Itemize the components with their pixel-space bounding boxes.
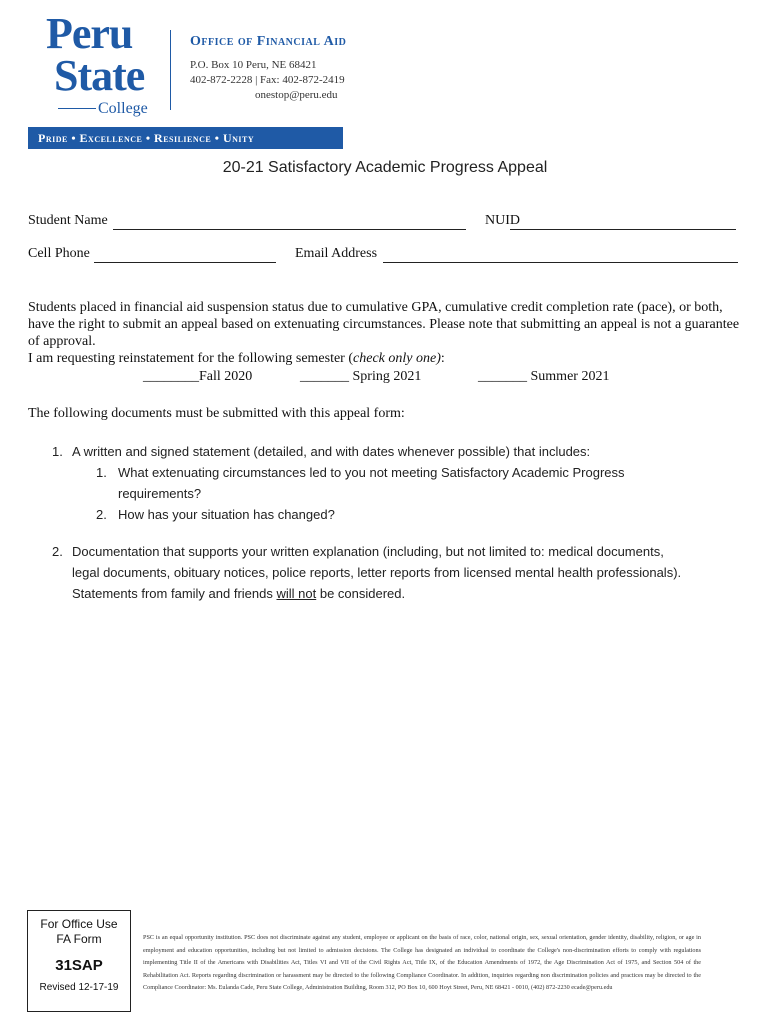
nuid-label: NUID	[485, 213, 520, 228]
request-suffix: :	[440, 351, 445, 366]
logo-state: State	[54, 51, 145, 100]
form-title: 20-21 Satisfactory Academic Progress Appeal	[222, 159, 548, 176]
line3-pre: Statements from family and friends	[72, 586, 277, 601]
list-item-2-line1: Documentation that supports your written explanation (including, but not limited to: medical documents,	[72, 544, 664, 559]
motto-text: Pride • Excellence • Resilience • Unity	[38, 131, 255, 145]
office-address: P.O. Box 10 Peru, NE 68421	[190, 59, 317, 71]
sub-item-1-line2: requirements?	[118, 486, 202, 501]
student-name-field[interactable]	[113, 215, 466, 230]
semester-label: Summer 2021	[530, 369, 610, 384]
list-item-2-line3	[72, 583, 405, 604]
request-prefix: I am requesting reinstatement for the following semester (	[28, 351, 354, 366]
sub-item-1-line1: What extenuating circumstances led to you not meeting Satisfactory Academic Progress	[118, 465, 625, 480]
list-item-1-text: A written and signed statement (detailed, and with dates whenever possible) that includes:	[72, 444, 591, 459]
revised-date: Revised 12-17-19	[39, 982, 119, 993]
office-title: Office of Financial Aid	[190, 34, 347, 49]
email-label: Email Address	[295, 246, 378, 261]
student-name-label: Student Name	[28, 213, 108, 228]
intro-text: Students placed in financial aid suspension status due to cumulative GPA, cumulative credit completion rate (pace), or both, have the right to submit an appeal based on extenuating circumstances. Please note that submitting an appeal is not a guarantee of approval.	[28, 300, 740, 349]
list-item-2-number: 2.	[52, 544, 63, 559]
will-not-underlined: will not	[276, 586, 317, 601]
sub-item-1-number: 1.	[96, 465, 107, 480]
logo-peru: Peru	[46, 9, 133, 58]
request-italic: check only one)	[353, 351, 441, 366]
intro-paragraph	[28, 299, 743, 367]
form-code: 31SAP	[55, 957, 103, 974]
cell-phone-label: Cell Phone	[28, 246, 90, 261]
office-use-box	[27, 910, 131, 1012]
list-item-1-number: 1.	[52, 444, 63, 459]
sub-item-2-number: 2.	[96, 507, 107, 522]
semester-fall-2020[interactable]	[143, 369, 252, 385]
email-field[interactable]	[383, 248, 738, 263]
nuid-field[interactable]	[510, 215, 736, 230]
list-item-2-line2: legal documents, obituary notices, police reports, letter reports from licensed mental health professionals).	[72, 565, 682, 580]
semester-spring-2021[interactable]	[300, 369, 421, 385]
docs-heading: The following documents must be submitted with this appeal form:	[28, 406, 405, 421]
header-divider	[170, 30, 171, 110]
semester-summer-2021[interactable]	[478, 369, 609, 385]
cell-phone-field[interactable]	[94, 248, 276, 263]
office-use-label: For Office Use	[40, 917, 118, 931]
office-phone-fax: 402-872-2228 | Fax: 402-872-2419	[190, 74, 345, 86]
semester-label: Spring 2021	[352, 369, 422, 384]
sub-item-2-text: How has your situation has changed?	[118, 507, 335, 522]
semester-blank[interactable]: ________	[143, 369, 199, 384]
logo-college: College	[98, 100, 148, 117]
office-email: onestop@peru.edu	[255, 89, 338, 101]
semester-blank[interactable]: _______	[478, 369, 527, 384]
fa-form-label: FA Form	[56, 932, 102, 946]
semester-blank[interactable]: _______	[300, 369, 349, 384]
non-discrimination-notice: PSC is an equal opportunity institution. PSC does not discriminate against any student, employee or applicant on the basis of race, color, national origin, sex, sexual orientation, gender identity, disability, religion, or age in employment and education opportunities, including but not limited to admission decisions. The College has designated an individual to coordinate the College's non-discrimination efforts to comply with regulations implementing Title II of the Americans with Disabilities Act, Titles VI and VII of the Civil Rights Act, Title IX, of the Education Amendments of 1972, the Age Discrimination Act of 1975, and Section 504 of the Rehabilitation Act. Reports regarding discrimination or harassment may be directed to the following Compliance Coordinator. In addition, inquiries regarding non discrimination policies and practices may be directed to the Compliance Coordinator: Ms. Eulanda Cade, Peru State College, Administration Building, Room 312, PO Box 10, 600 Hoyt Street, Peru, NE 68421 - 0010, (402) 872-2230 ecade@peru.edu	[143, 934, 701, 991]
semester-label: Fall 2020	[199, 369, 253, 384]
line3-post: be considered.	[316, 586, 406, 601]
logo-rule	[58, 108, 96, 109]
